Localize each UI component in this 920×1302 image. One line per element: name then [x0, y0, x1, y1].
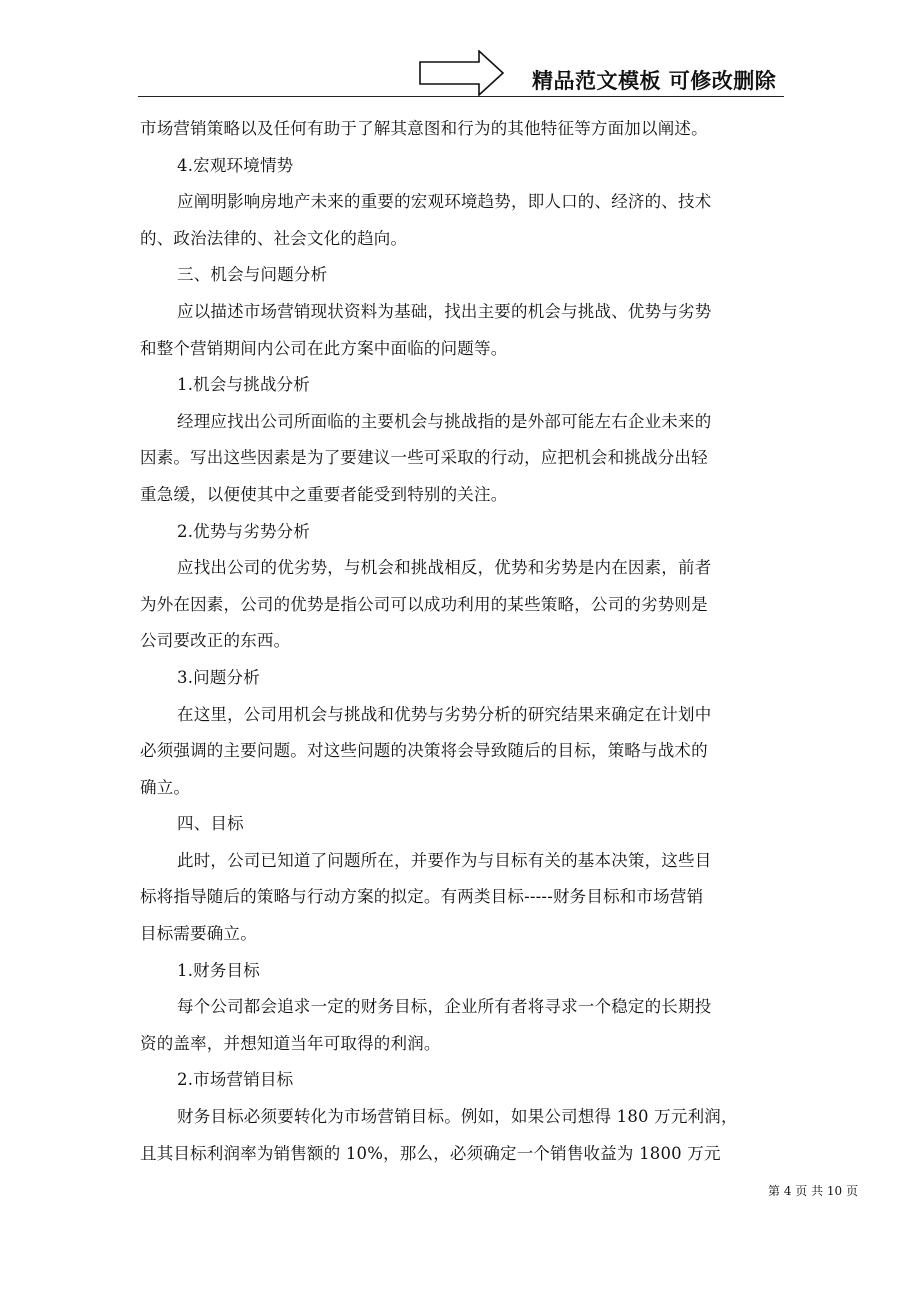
text-line: 财务目标必须要转化为市场营销目标。例如，如果公司想得 180 万元利润，: [177, 1107, 738, 1127]
text-line: 经理应找出公司所面临的主要机会与挑战指的是外部可能左右企业未来的: [177, 411, 712, 431]
text-line: 2.优势与劣势分析: [177, 521, 311, 541]
text-line: 市场营销策略以及任何有助于了解其意图和行为的其他特征等方面加以阐述。: [140, 119, 708, 138]
text-line: 每个公司都会追求一定的财务目标，企业所有者将寻求一个稳定的长期投: [177, 997, 712, 1017]
text-line: 2.市场营销目标: [177, 1070, 294, 1090]
text-line: 三、机会与问题分析: [177, 265, 328, 285]
text-line: 4.宏观环境情势: [177, 155, 294, 175]
text-line: 公司要改正的东西。: [140, 631, 291, 651]
text-line: 且其目标利润率为销售额的 10%，那么，必须确定一个销售收益为 1800 万元: [140, 1143, 721, 1163]
text-line: 的、政治法律的、社会文化的趋向。: [140, 228, 408, 248]
header-divider: [138, 96, 784, 97]
text-line: 1.机会与挑战分析: [177, 375, 311, 395]
text-line: 资的盖率，并想知道当年可取得的利润。: [140, 1033, 441, 1053]
text-line: 四、目标: [177, 814, 244, 834]
right-arrow-icon: [419, 50, 505, 96]
text-line: 应以描述市场营销现状资料为基础，找出主要的机会与挑战、优势与劣势: [177, 301, 712, 321]
text-line: 应找出公司的优劣势，与机会和挑战相反，优势和劣势是内在因素，前者: [177, 558, 712, 578]
text-line: 因素。写出这些因素是为了要建议一些可采取的行动，应把机会和挑战分出轻: [140, 448, 708, 468]
text-line: 在这里，公司用机会与挑战和优势与劣势分析的研究结果来确定在计划中: [177, 704, 712, 724]
text-line: 标将指导随后的策略与行动方案的拟定。有两类目标-----财务目标和市场营销: [140, 887, 704, 907]
page-header: [0, 0, 920, 100]
text-line: 确立。: [140, 777, 191, 797]
text-line: 必须强调的主要问题。对这些问题的决策将会导致随后的目标，策略与战术的: [140, 741, 708, 761]
text-line: 1.财务目标: [177, 960, 260, 980]
text-line: 此时，公司已知道了问题所在，并要作为与目标有关的基本决策，这些目: [177, 850, 712, 870]
document-body: [140, 111, 784, 1172]
page-number: 第 4 页 共 10 页: [768, 1184, 858, 1198]
text-line: 和整个营销期间内公司在此方案中面临的问题等。: [140, 338, 508, 358]
header-title: 精品范文模板 可修改删除: [532, 69, 777, 93]
text-line: 为外在因素，公司的优势是指公司可以成功利用的某些策略，公司的劣势则是: [140, 594, 708, 614]
text-line: 重急缓，以便使其中之重要者能受到特别的关注。: [140, 484, 508, 504]
text-line: 应阐明影响房地产未来的重要的宏观环境趋势，即人口的、经济的、技术: [177, 192, 712, 212]
text-line: 3.问题分析: [177, 667, 260, 687]
text-line: 目标需要确立。: [140, 924, 257, 944]
